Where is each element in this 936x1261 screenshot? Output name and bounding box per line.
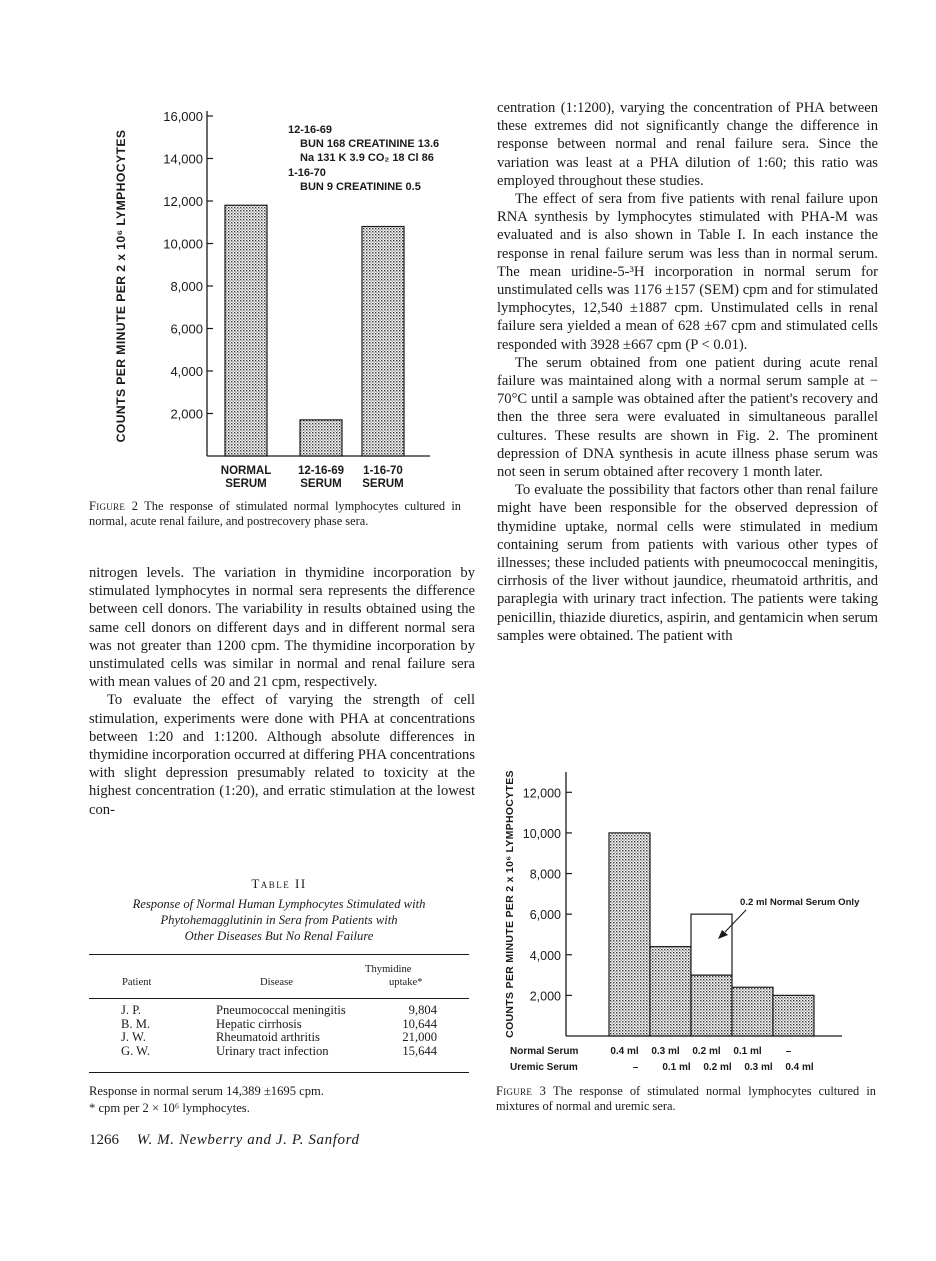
figure-3-label: Figure 3	[496, 1084, 547, 1098]
y-tick-label: 14,000	[163, 151, 203, 167]
y-tick-label: 8,000	[170, 279, 203, 294]
table-2-title-line: Response of Normal Human Lymphocytes Stimulated with	[132, 897, 426, 911]
x-tick-label: SERUM	[300, 478, 342, 490]
y-tick-label: 2,000	[170, 406, 203, 422]
y-tick-label: 6,000	[529, 908, 561, 923]
y-tick-label: 10,000	[522, 826, 561, 841]
y-tick-label: 12,000	[163, 194, 203, 209]
bar	[732, 987, 773, 1036]
chart-annotation: 1-16-70	[288, 167, 326, 179]
table-2-title-line: Other Diseases But No Renal Failure	[184, 929, 374, 943]
x-tick-label-uremic: –	[632, 1062, 639, 1073]
control-bar	[691, 914, 732, 975]
y-tick-label: 4,000	[170, 364, 203, 379]
y-tick-label: 2,000	[529, 989, 561, 1004]
chart-annotation: BUN 9 CREATININE 0.5	[300, 181, 421, 193]
table-row	[89, 1031, 469, 1045]
table-cell-patient: J. W.	[121, 1030, 146, 1045]
table-2-title-line: Phytohemagglutinin in Sera from Patients with	[160, 913, 398, 927]
table-cell-uptake: 9,804	[408, 1003, 437, 1017]
author-running-head: W. M. Newberry and J. P. Sanford	[136, 1132, 360, 1148]
y-axis-label: COUNTS PER MINUTE PER 2 x 10⁶ LYMPHOCYTES	[114, 129, 128, 443]
table-cell-patient: J. P.	[121, 1003, 141, 1017]
bar	[609, 833, 650, 1036]
y-tick-label: 6,000	[170, 321, 203, 337]
bar	[300, 420, 342, 456]
x-tick-label-normal: –	[785, 1046, 792, 1057]
table-2-header-thymidine: Thymidine	[365, 964, 412, 975]
control-bar-label: 0.2 ml Normal Serum Only	[740, 897, 860, 908]
table-cell-disease: Rheumatoid arthritis	[216, 1030, 320, 1045]
table-cell-disease: Urinary tract infection	[216, 1043, 329, 1058]
bar	[691, 975, 732, 1036]
x-tick-label-uremic: 0.4 ml	[785, 1062, 814, 1073]
x-tick-label-uremic: 0.3 ml	[744, 1062, 773, 1073]
table-2	[89, 876, 469, 944]
table-row	[89, 1004, 469, 1018]
x-tick-label-normal: 0.3 ml	[651, 1046, 680, 1057]
page-number: 1266	[89, 1132, 119, 1148]
table-row	[89, 1045, 469, 1059]
table-cell-patient: B. M.	[121, 1016, 151, 1031]
page-footer	[89, 1132, 360, 1149]
table-2-header-uptake: uptake*	[389, 977, 423, 988]
table-row	[89, 1018, 469, 1032]
table-2-body	[89, 1004, 469, 1058]
figure-3-caption	[496, 1084, 876, 1114]
y-tick-label: 8,000	[529, 867, 561, 882]
right-paragraph-3: The serum obtained from one patient during acute renal failure was maintained along with a normal serum sample at − 70°C until a sample was obtained after the patient's recovery and then the three sera were evaluated in simultaneous parallel cultures. These results are shown in Fig. 2. The prominent depression of DNA synthesis in acute illness phase serum was not seen in serum obtained after recovery 1 month later.	[497, 354, 878, 481]
figure-3-caption-text: The response of stimulated normal lymphocytes cultured in mixtures of normal and uremic sera.	[496, 1084, 876, 1113]
table-cell-disease: Pneumococcal meningitis	[216, 1003, 346, 1017]
figure-2-caption-text: The response of stimulated normal lymphocytes cultured in normal, acute renal failure, and postrecovery phase sera.	[89, 499, 461, 528]
chart-annotation: BUN 168 CREATININE 13.6	[300, 138, 440, 150]
table-2-note-2: * cpm per 2 × 10⁶ lymphocytes.	[89, 1101, 250, 1115]
y-tick-label: 4,000	[529, 948, 561, 963]
bar	[362, 227, 404, 457]
y-tick-label: 10,000	[163, 236, 203, 252]
table-cell-disease: Hepatic cirrhosis	[216, 1016, 302, 1031]
left-paragraph-1: nitrogen levels. The variation in thymidine incorporation by stimulated lymphocytes in normal sera represents the difference between cell donors. The variability in results obtained using the same cell donors on different days and in different normal sera was not greater than 1200 cpm. The thymidine incorporation by unstimulated cells was similar in normal and renal failure sera with mean values of 20 and 21 cpm, respectively.	[89, 565, 475, 691]
table-cell-uptake: 10,644	[402, 1016, 437, 1031]
x-tick-label: 1-16-70	[363, 465, 403, 477]
y-tick-label: 12,000	[522, 786, 561, 801]
table-2-title	[89, 896, 469, 944]
left-column-text	[89, 564, 475, 819]
bar	[225, 205, 267, 456]
row-label-uremic-serum: Uremic Serum	[510, 1062, 578, 1073]
left-paragraph-2: To evaluate the effect of varying the strength of cell stimulation, experiments were done with PHA at concentrations between 1:20 and 1:1200. Although absolute differences in thymidine incorporation occurred at differing PHA concentrations with slight depression presumably related to toxicity at the highest concentration (1:20), and erratic stimulation at the lowest con-	[89, 692, 475, 818]
table-cell-patient: G. W.	[121, 1043, 151, 1058]
chart-annotation: Na 131 K 3.9 CO₂ 18 Cl 86	[300, 152, 434, 164]
chart-annotation: 12-16-69	[288, 124, 333, 136]
table-2-header	[89, 962, 469, 996]
right-paragraph-1: centration (1:1200), varying the concentration of PHA between these extremes did not significantly change the difference in response between normal and renal failure sera. Since the variation was least at a PHA dilution of 1:60; this ratio was employed throughout these studies.	[497, 100, 878, 189]
x-tick-label-normal: 0.2 ml	[692, 1046, 721, 1057]
table-2-header-patient: Patient	[122, 977, 152, 988]
table-2-header-rule	[89, 998, 469, 999]
table-2-notes	[89, 1083, 469, 1117]
right-paragraph-4: To evaluate the possibility that factors other than renal failure might have been responsible for the observed depression of thymidine uptake, normal cells were stimulated in medium containing serum from patients with various other types of illnesses; these included patients with pneumococcal meningitis, cirrhosis of the liver without jaundice, rheumatoid arthritis, and paraplegia with urinary tract infection. The patients were taking penicillin, thiazide diuretics, aspirin, and gentamicin when serum samples were obtained. The patient with	[497, 482, 878, 644]
x-tick-label: SERUM	[225, 478, 267, 490]
table-2-label: Table II	[251, 876, 307, 891]
x-tick-label-normal: 0.1 ml	[733, 1046, 762, 1057]
table-2-note-1: Response in normal serum 14,389 ±1695 cpm.	[89, 1084, 324, 1098]
table-cell-uptake: 21,000	[402, 1030, 437, 1045]
table-2-top-rule	[89, 954, 469, 955]
row-label-normal-serum: Normal Serum	[510, 1046, 579, 1057]
figure-3-chart	[496, 742, 886, 1082]
figure-2-label: Figure 2	[89, 499, 139, 513]
bar	[650, 947, 691, 1036]
x-tick-label: SERUM	[362, 478, 404, 490]
right-paragraph-2: The effect of sera from five patients with renal failure upon RNA synthesis by lymphocytes stimulated with PHA-M was evaluated and is also shown in Table I. In each instance the response in renal failure serum was less than in normal serum. The mean uridine-5-³H incorporation in normal serum for unstimulated cells was 1176 ±157 (SEM) cpm and for stimulated lymphocytes, 12,540 ±1887 cpm. Unstimulated cells in renal failure sera yielded a mean of 628 ±67 cpm and stimulated cells responded with 3928 ±667 cpm (P < 0.01).	[497, 191, 878, 353]
table-2-header-disease: Disease	[260, 977, 293, 988]
table-2-bottom-rule	[89, 1072, 469, 1073]
x-tick-label-uremic: 0.1 ml	[662, 1062, 691, 1073]
x-tick-label-normal: 0.4 ml	[610, 1046, 639, 1057]
figure-2-chart	[108, 96, 448, 496]
figure-2-caption	[89, 499, 461, 529]
x-tick-label: 12-16-69	[297, 465, 345, 477]
table-cell-uptake: 15,644	[402, 1043, 437, 1058]
right-column-text	[497, 99, 878, 645]
x-tick-label-uremic: 0.2 ml	[703, 1062, 732, 1073]
y-tick-label: 16,000	[163, 109, 203, 124]
x-tick-label: NORMAL	[220, 465, 272, 477]
y-axis-label: COUNTS PER MINUTE PER 2 x 10⁶ LYMPHOCYTES	[504, 770, 516, 1038]
bar	[773, 995, 814, 1036]
